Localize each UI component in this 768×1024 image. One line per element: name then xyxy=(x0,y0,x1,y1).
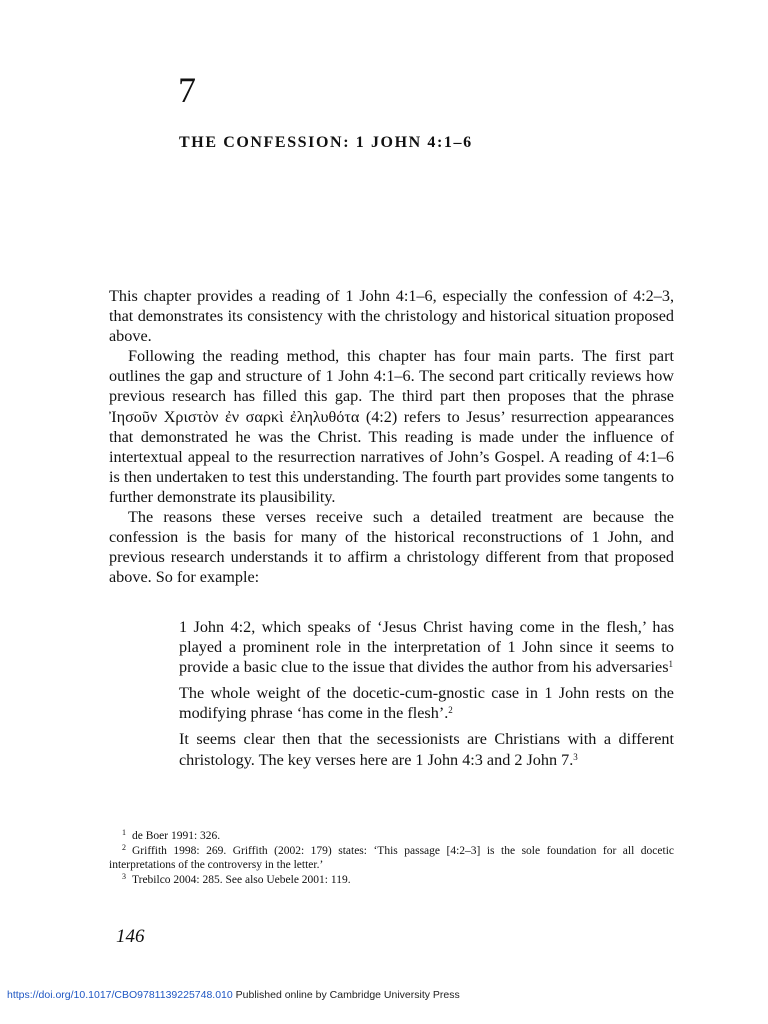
footnotes xyxy=(109,829,674,887)
published-text: Published online by Cambridge University Press xyxy=(232,989,460,1001)
chapter-title: THE CONFESSION: 1 JOHN 4:1–6 xyxy=(179,134,473,151)
chapter-number: 7 xyxy=(178,70,196,110)
footnote-mark: 3 xyxy=(122,871,126,881)
quote-text: 1 John 4:2, which speaks of ‘Jesus Christ having come in the flesh,’ has played a prominent role in the interpretation of 1 John since it seems to provide a basic clue to the issue that divides the author from his adversaries xyxy=(179,618,674,677)
quote-text: It seems clear then that the secessionists are Christians with a different christology. The key verses here are 1 John 4:3 and 2 John 7. xyxy=(179,730,674,769)
footnote-3 xyxy=(109,873,674,888)
body-text xyxy=(109,286,674,587)
footnote-text: de Boer 1991: 326. xyxy=(132,830,221,842)
block-quote-1 xyxy=(179,617,674,677)
footnote-text: Griffith 1998: 269. Griffith (2002: 179) states: ‘This passage [4:2–3] is the sole foundation for all docetic interpretations of the controversy in the letter.’ xyxy=(109,844,674,871)
footnote-reference: 1 xyxy=(668,659,674,670)
body-paragraph-2: Following the reading method, this chapter has four main parts. The first part outlines the gap and structure of 1 John 4:1–6. The second part critically reviews how previous research has filled this gap. The third part then proposes that the phrase Ἰησοῦν Χριστὸν ἐν σαρκὶ ἐληλυθότα (4:2) refers to Jesus’ resurrection appearances that demonstrated he was the Christ. This reading is made under the influence of intertextual appeal to the resurrection narratives of John’s Gospel. A reading of 4:1–6 is then undertaken to test this understanding. The fourth part provides some tangents to further demonstrate its plausibility. xyxy=(109,347,674,506)
footnote-2 xyxy=(109,844,674,873)
doi-link[interactable]: https://doi.org/10.1017/CBO9781139225748.010 xyxy=(7,989,233,1001)
footnote-reference: 3 xyxy=(573,751,578,762)
quote-text: The whole weight of the docetic-cum-gnostic case in 1 John rests on the modifying phrase ‘has come in the flesh’. xyxy=(179,684,674,723)
block-quote-2 xyxy=(179,683,674,723)
footnote-reference: 2 xyxy=(448,705,453,716)
body-paragraph-3: The reasons these verses receive such a detailed treatment are because the confession is the basis for many of the historical reconstructions of 1 John, and previous research understands it to affirm a christology different from that proposed above. So for example: xyxy=(109,508,674,587)
block-quote-3 xyxy=(179,729,674,769)
page-number: 146 xyxy=(116,926,145,947)
footnote-mark: 2 xyxy=(122,842,126,852)
body-paragraph-1: This chapter provides a reading of 1 John 4:1–6, especially the confession of 4:2–3, that demonstrates its consistency with the christology and historical situation proposed above. xyxy=(109,287,674,346)
block-quotes xyxy=(179,617,674,776)
footnote-text: Trebilco 2004: 285. See also Uebele 2001: 119. xyxy=(132,873,351,886)
footnote-mark: 1 xyxy=(122,828,126,837)
footnote-1 xyxy=(109,829,674,844)
footer-line xyxy=(7,989,460,1001)
